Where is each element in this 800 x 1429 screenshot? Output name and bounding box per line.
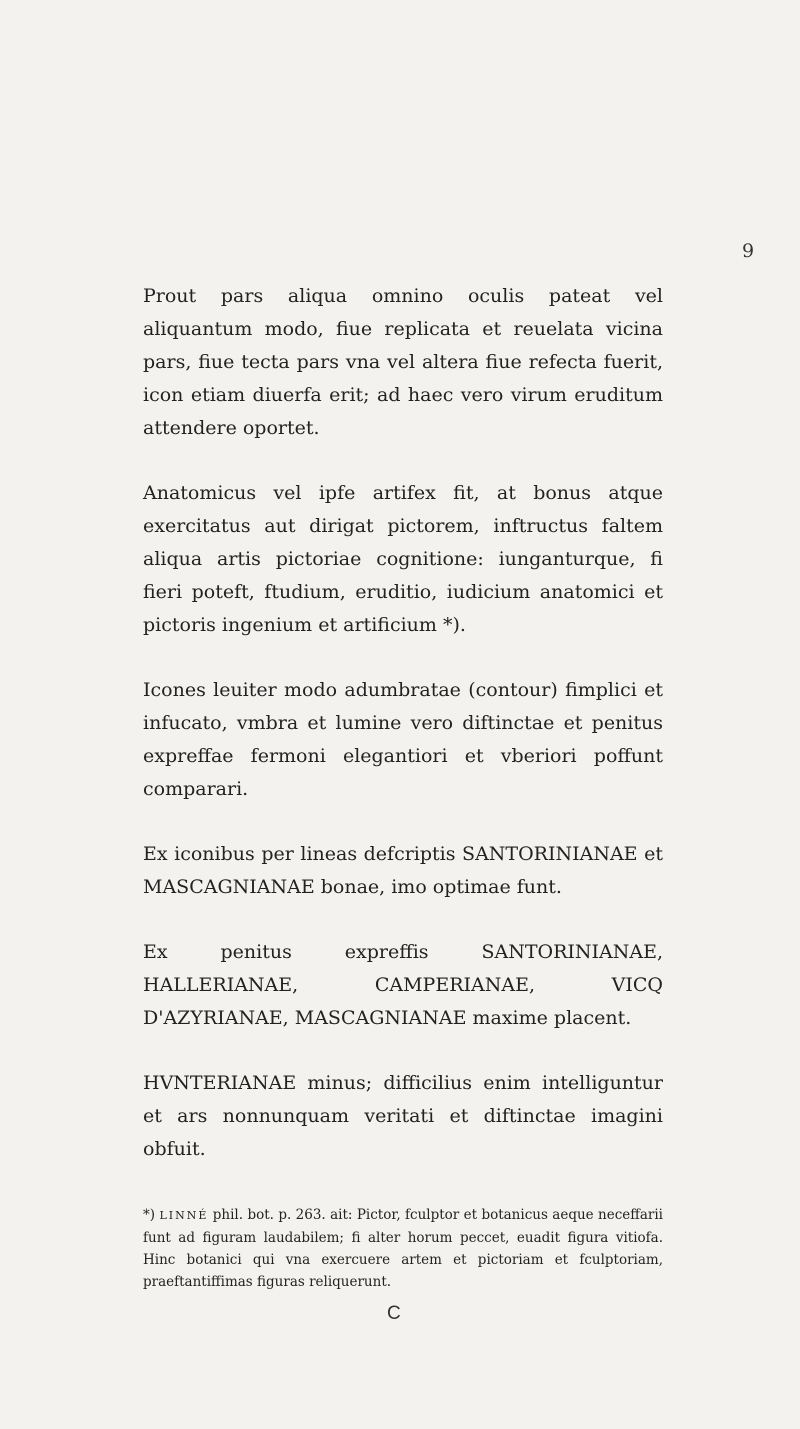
main-text — [143, 280, 663, 1198]
paragraph-6: HVNTERIANAE minus; difficilius enim intelliguntur et ars nonnunquam veritati et diftinctae imagini obfuit. — [143, 1072, 663, 1160]
footnote-text: phil. bot. p. 263. ait: Pictor, fculptor et botanicus aeque neceffarii funt ad figuram laudabilem; fi alter horum peccet, euadit figura vitiofa. Hinc botanici qui vna exercuere artem et pictoriam et fculptoriam, praeftantiffimas figuras reliquerunt. — [143, 1207, 664, 1290]
signature-mark: C — [387, 1303, 401, 1324]
footnote — [143, 1204, 663, 1293]
paragraph-1: Prout pars aliqua omnino oculis pateat vel aliquantum modo, fiue replicata et reuelata vicina pars, fiue tecta pars vna vel altera fiue refecta fuerit, icon etiam diuerfa erit; ad haec vero virum eruditum attendere oportet. — [143, 285, 663, 439]
paragraph-5: Ex penitus expreffis SANTORINIANAE, HALLERIANAE, CAMPERIANAE, VICQ D'AZYRIANAE, MASCAGNIANAE maxime placent. — [143, 941, 663, 1029]
paragraph-3: Icones leuiter modo adumbratae (contour) fimplici et infucato, vmbra et lumine vero diftinctae et penitus expreffae fermoni elegantiori et vberiori poffunt comparari. — [143, 679, 663, 800]
paragraph-2: Anatomicus vel ipfe artifex fit, at bonus atque exercitatus aut dirigat pictorem, inftructus faltem aliqua artis pictoriae cognitione: iunganturque, fi fieri poteft, ftudium, eruditio, iudicium anatomici et pictoris ingenium et artificium *). — [143, 482, 663, 636]
paragraph-4: Ex iconibus per lineas defcriptis SANTORINIANAE et MASCAGNIANAE bonae, imo optimae funt. — [143, 843, 663, 898]
footnote-author: LINNÉ — [159, 1209, 209, 1222]
footnote-marker: *) — [143, 1207, 156, 1223]
page-number: 9 — [742, 240, 755, 262]
